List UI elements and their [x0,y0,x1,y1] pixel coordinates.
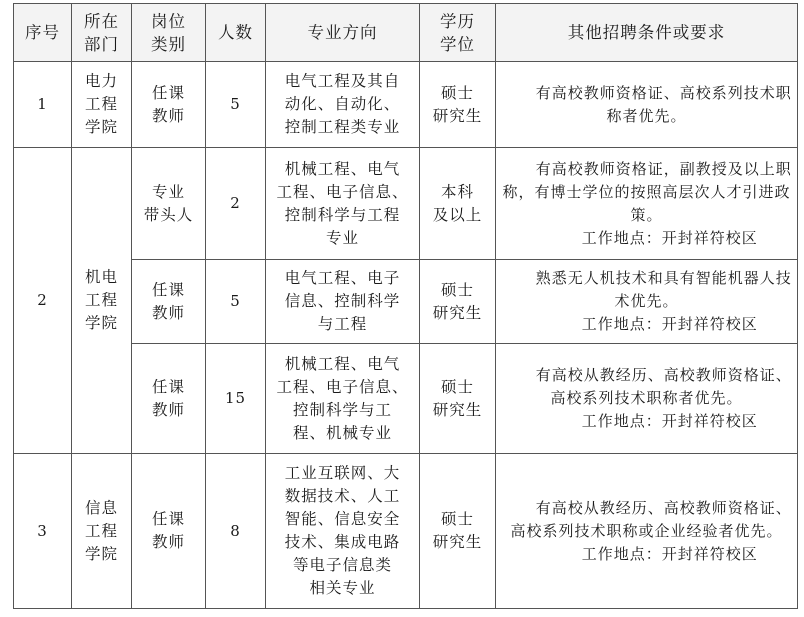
cell-degree: 硕士 研究生 [420,260,496,344]
cell-no: 1 [14,62,72,148]
cell-category: 任课 教师 [132,344,206,454]
cell-count: 5 [206,260,266,344]
cell-degree: 硕士 研究生 [420,454,496,609]
cell-dept: 机电 工程 学院 [72,148,132,454]
cell-requirements [496,454,798,609]
table-row [14,260,798,344]
cell-major: 电气工程及其自 动化、自动化、 控制工程类专业 [266,62,420,148]
cell-degree: 硕士 研究生 [420,62,496,148]
table-row [14,148,798,260]
cell-dept: 电力 工程 学院 [72,62,132,148]
cell-major: 电气工程、电子 信息、控制科学 与工程 [266,260,420,344]
requirement-text: 熟悉无人机技术和具有智能机器人技术优先。 [535,269,792,310]
recruitment-table [13,3,798,609]
header-cell-no: 序号 [14,4,72,62]
table-row [14,62,798,148]
work-location: 工作地点：开封祥符校区 [581,228,758,247]
cell-category: 专业 带头人 [132,148,206,260]
work-location: 工作地点：开封祥符校区 [581,412,758,430]
header-cell-dept: 所在 部门 [72,4,132,62]
requirement-text: 有高校教师资格证、高校系列技术职称者优先。 [535,83,792,125]
header-cell-count: 人数 [206,4,266,62]
header-row [14,4,798,62]
work-location: 工作地点：开封祥符校区 [581,315,758,333]
cell-count: 15 [206,344,266,454]
cell-count: 8 [206,454,266,609]
header-cell-degree: 学历 学位 [420,4,496,62]
header-cell-major: 专业方向 [266,4,420,62]
header-cell-requirements: 其他招聘条件或要求 [496,4,798,62]
cell-no: 3 [14,454,72,609]
table-row [14,454,798,609]
cell-degree: 本科 及以上 [420,148,496,260]
header-cell-category: 岗位 类别 [132,4,206,62]
work-location: 工作地点：开封祥符校区 [581,544,758,563]
cell-no: 2 [14,148,72,454]
cell-category: 任课 教师 [132,454,206,609]
cell-dept: 信息 工程 学院 [72,454,132,609]
cell-major: 机械工程、电气 工程、电子信息、 控制科学与工程 专业 [266,148,420,260]
cell-category: 任课 教师 [132,260,206,344]
cell-count: 2 [206,148,266,260]
table-row [14,344,798,454]
cell-requirements [496,62,798,148]
cell-major: 机械工程、电气 工程、电子信息、 控制科学与工 程、机械专业 [266,344,420,454]
cell-requirements [496,344,798,454]
cell-requirements [496,260,798,344]
cell-requirements [496,148,798,260]
cell-major: 工业互联网、大 数据技术、人工 智能、信息安全 技术、集成电路 等电子信息类 相关专业 [266,454,420,609]
requirement-text: 有高校教师资格证，副教授及以上职称，有博士学位的按照高层次人才引进政策。 [502,159,792,224]
requirement-text: 有高校从教经历、高校教师资格证、高校系列技术职称者优先。 [535,366,792,407]
cell-degree: 硕士 研究生 [420,344,496,454]
cell-count: 5 [206,62,266,148]
requirement-text: 有高校从教经历、高校教师资格证、高校系列技术职称或企业经验者优先。 [510,498,792,540]
cell-category: 任课 教师 [132,62,206,148]
